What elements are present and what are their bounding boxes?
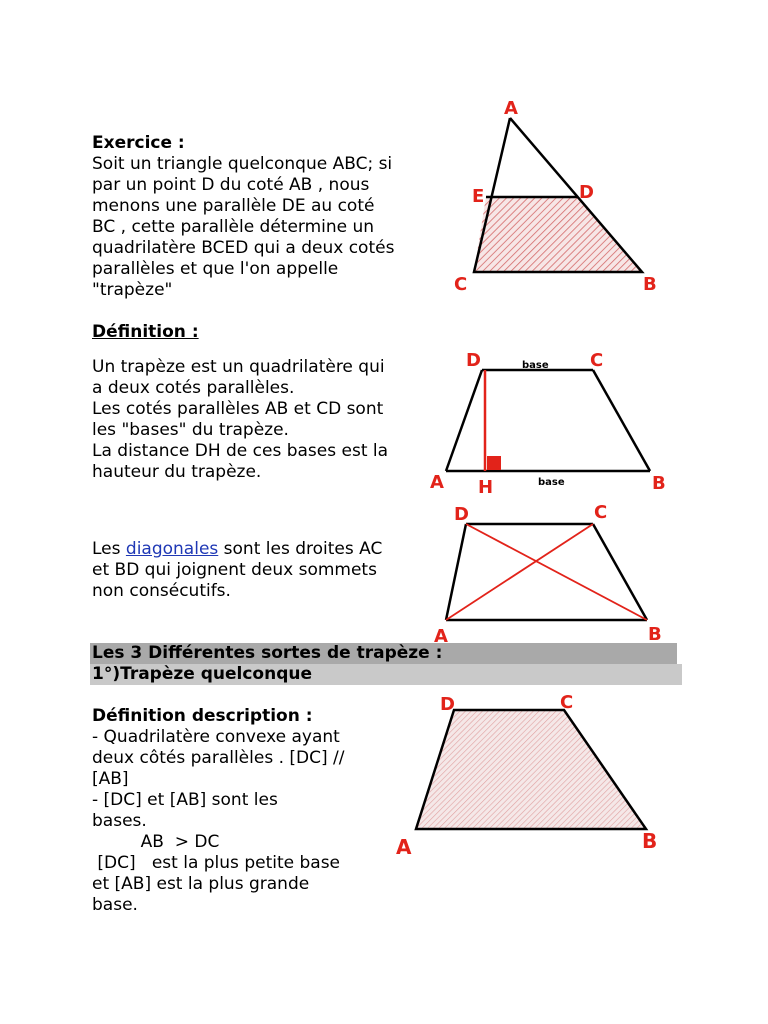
section-subheading: 1°)Trapèze quelconque [92, 664, 313, 684]
description-title: Définition description : [92, 706, 313, 726]
label-a: A [504, 98, 518, 119]
label-c: C [594, 502, 608, 523]
description-line: bases. [92, 811, 147, 831]
exercise-line: quadrilatère BCED qui a deux cotés [92, 238, 395, 258]
exercise-line: parallèles et que l'on appelle [92, 259, 339, 279]
description-block [92, 706, 344, 916]
label-d: D [466, 350, 481, 371]
trapezoid-height-figure [426, 346, 676, 496]
label-a: A [434, 626, 448, 646]
definition-line: hauteur du trapèze. [92, 462, 262, 482]
label-b: B [652, 473, 666, 494]
definition-title: Définition : [92, 322, 199, 342]
diagonals-line: et BD qui joignent deux sommets [92, 560, 377, 580]
section-heading-bar [90, 643, 677, 664]
diagonales-link[interactable]: diagonales [125, 539, 219, 559]
diagonals-block [92, 539, 382, 602]
label-a: A [430, 472, 444, 493]
exercise-line: Soit un triangle quelconque ABC; si [92, 154, 393, 174]
label-b: B [648, 624, 662, 645]
diagonals-prefix: Les [92, 539, 126, 559]
trapezoid-general-figure [392, 688, 672, 868]
definition-body [92, 357, 388, 483]
diagonals-line [92, 539, 382, 560]
exercise-block [92, 133, 394, 301]
label-c: C [454, 274, 468, 295]
triangle-figure [430, 90, 680, 300]
description-line: [AB] [92, 769, 129, 789]
label-d: D [579, 182, 594, 203]
label-e: E [472, 186, 485, 207]
label-d: D [440, 694, 455, 715]
section-subheading-bar [90, 664, 682, 685]
description-line: - [DC] et [AB] sont les [92, 790, 278, 810]
description-line: base. [92, 895, 138, 915]
exercise-line: BC , cette parallèle détermine un [92, 217, 375, 237]
section-heading: Les 3 Différentes sortes de trapèze : [92, 643, 443, 663]
definition-line: La distance DH de ces bases est la [92, 441, 389, 461]
exercise-line: par un point D du coté AB , nous [92, 175, 370, 195]
label-c: C [560, 692, 574, 713]
description-line: deux côtés parallèles . [DC] // [92, 748, 345, 768]
label-base-bottom: base [538, 477, 565, 488]
label-c: C [590, 350, 604, 371]
definition-block [92, 322, 199, 343]
label-d: D [454, 504, 469, 525]
label-b: B [642, 829, 658, 853]
description-line: AB > DC [92, 832, 220, 852]
label-h: H [478, 477, 494, 496]
diagonals-rest: sont les droites AC [218, 539, 383, 559]
exercise-line: menons une parallèle DE au coté [92, 196, 375, 216]
exercise-title: Exercice : [92, 133, 185, 153]
definition-line: a deux cotés parallèles. [92, 378, 295, 398]
label-b: B [643, 274, 657, 295]
diagonals-line: non consécutifs. [92, 581, 231, 601]
description-line: [DC] est la plus petite base [92, 853, 341, 873]
label-base-top: base [522, 360, 549, 371]
definition-line: Les cotés parallèles AB et CD sont [92, 399, 384, 419]
definition-line: les "bases" du trapèze. [92, 420, 289, 440]
description-line: - Quadrilatère convexe ayant [92, 727, 340, 747]
description-line: et [AB] est la plus grande [92, 874, 310, 894]
definition-line: Un trapèze est un quadrilatère qui [92, 357, 385, 377]
trapezoid-diagonals-figure [430, 498, 670, 646]
exercise-line: "trapèze" [92, 280, 173, 300]
label-a: A [396, 835, 412, 859]
